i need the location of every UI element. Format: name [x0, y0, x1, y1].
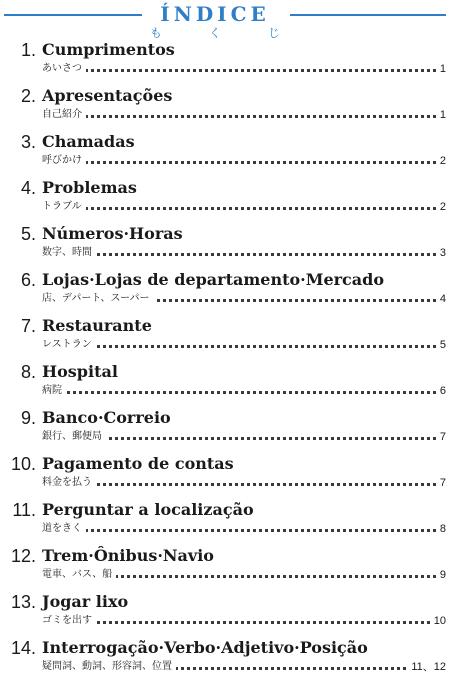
toc-entry[interactable]: [0, 362, 450, 406]
entry-subtitle: 料金を払う: [42, 477, 96, 489]
reading-char: く: [208, 26, 221, 40]
entry-subtitle: 道をきく: [42, 523, 86, 535]
entry-subtitle: 銀行、郵便局: [42, 431, 106, 443]
header-rule-right: [290, 14, 446, 16]
entry-page-number: 1: [436, 109, 446, 121]
toc-entry[interactable]: [0, 132, 450, 176]
dot-leader: [42, 207, 436, 210]
entry-title: Hospital: [42, 362, 118, 381]
entry-subtitle: 数字、時間: [42, 247, 96, 259]
entry-title: Apresentações: [42, 86, 173, 105]
entry-title: Interrogação·Verbo·Adjetivo·Posição: [42, 638, 368, 657]
dot-leader: [42, 391, 436, 394]
entry-title: Cumprimentos: [42, 40, 175, 59]
page-title: ÍNDICE: [160, 2, 270, 26]
toc-entry[interactable]: [0, 454, 450, 498]
entry-page-number: 7: [436, 431, 446, 443]
dot-leader: [42, 115, 436, 118]
toc-entry[interactable]: [0, 86, 450, 130]
entry-number: 3.: [20, 132, 36, 152]
entry-number: 14.: [10, 638, 36, 658]
entry-page-number: 1: [436, 63, 446, 75]
toc-entry[interactable]: [0, 316, 450, 360]
toc-entry[interactable]: [0, 270, 450, 314]
reading-char: も: [150, 26, 163, 40]
entry-title: Números·Horas: [42, 224, 183, 243]
entry-title: Banco·Correio: [42, 408, 171, 427]
toc-entry[interactable]: [0, 178, 450, 222]
toc-entry[interactable]: [0, 224, 450, 268]
entry-page-number: 10: [430, 615, 446, 627]
entry-number: 12.: [10, 546, 36, 566]
entry-title: Lojas·Lojas de departamento·Mercado: [42, 270, 385, 289]
entry-title: Jogar lixo: [42, 592, 129, 611]
dot-leader: [42, 253, 436, 256]
entry-number: 13.: [10, 592, 36, 612]
entry-subtitle: あいさつ: [42, 63, 86, 75]
entry-page-number: 4: [436, 293, 446, 305]
toc-entry[interactable]: [0, 592, 450, 636]
entry-subtitle: レストラン: [42, 339, 96, 351]
toc-header: [0, 4, 450, 40]
entry-subtitle: トラブル: [42, 201, 86, 213]
dot-leader: [42, 621, 436, 624]
dot-leader: [42, 483, 436, 486]
dot-leader: [42, 529, 436, 532]
entry-subtitle: 店、デパート、スーパー: [42, 293, 154, 305]
dot-leader: [42, 69, 436, 72]
entry-subtitle: 呼びかけ: [42, 155, 86, 167]
toc-entry[interactable]: [0, 638, 450, 682]
entry-number: 10.: [10, 454, 36, 474]
reading-char: じ: [267, 26, 280, 40]
entry-title: Pagamento de contas: [42, 454, 234, 473]
entry-page-number: 5: [436, 339, 446, 351]
entry-page-number: 3: [436, 247, 446, 259]
entry-number: 2.: [20, 86, 36, 106]
entry-title: Trem·Ônibus·Navio: [42, 546, 214, 565]
entry-page-number: 11、12: [407, 661, 446, 673]
entry-number: 1.: [20, 40, 36, 60]
toc-entry[interactable]: [0, 40, 450, 84]
entry-subtitle: 疑問詞、動詞、形容詞、位置: [42, 661, 176, 673]
entry-title: Restaurante: [42, 316, 152, 335]
toc-entry[interactable]: [0, 546, 450, 590]
dot-leader: [42, 345, 436, 348]
entry-number: 11.: [12, 500, 36, 520]
title-reading: [150, 24, 280, 41]
dot-leader: [42, 161, 436, 164]
entry-number: 6.: [20, 270, 36, 290]
entry-page-number: 7: [436, 477, 446, 489]
toc-entry[interactable]: [0, 500, 450, 544]
entry-page-number: 2: [436, 155, 446, 167]
entry-title: Perguntar a localização: [42, 500, 254, 519]
entry-page-number: 6: [436, 385, 446, 397]
entry-number: 5.: [20, 224, 36, 244]
entry-subtitle: 電車、バス、船: [42, 569, 116, 581]
header-rule-left: [4, 14, 142, 16]
entry-page-number: 2: [436, 201, 446, 213]
entry-page-number: 9: [436, 569, 446, 581]
entry-number: 7.: [20, 316, 36, 336]
entry-title: Problemas: [42, 178, 137, 197]
entry-number: 9.: [20, 408, 36, 428]
entry-number: 8.: [20, 362, 36, 382]
toc-entry[interactable]: [0, 408, 450, 452]
entry-title: Chamadas: [42, 132, 135, 151]
entry-subtitle: ゴミを出す: [42, 615, 96, 627]
entry-subtitle: 病院: [42, 385, 66, 397]
entry-subtitle: 自己紹介: [42, 109, 86, 121]
entry-number: 4.: [20, 178, 36, 198]
entry-page-number: 8: [436, 523, 446, 535]
